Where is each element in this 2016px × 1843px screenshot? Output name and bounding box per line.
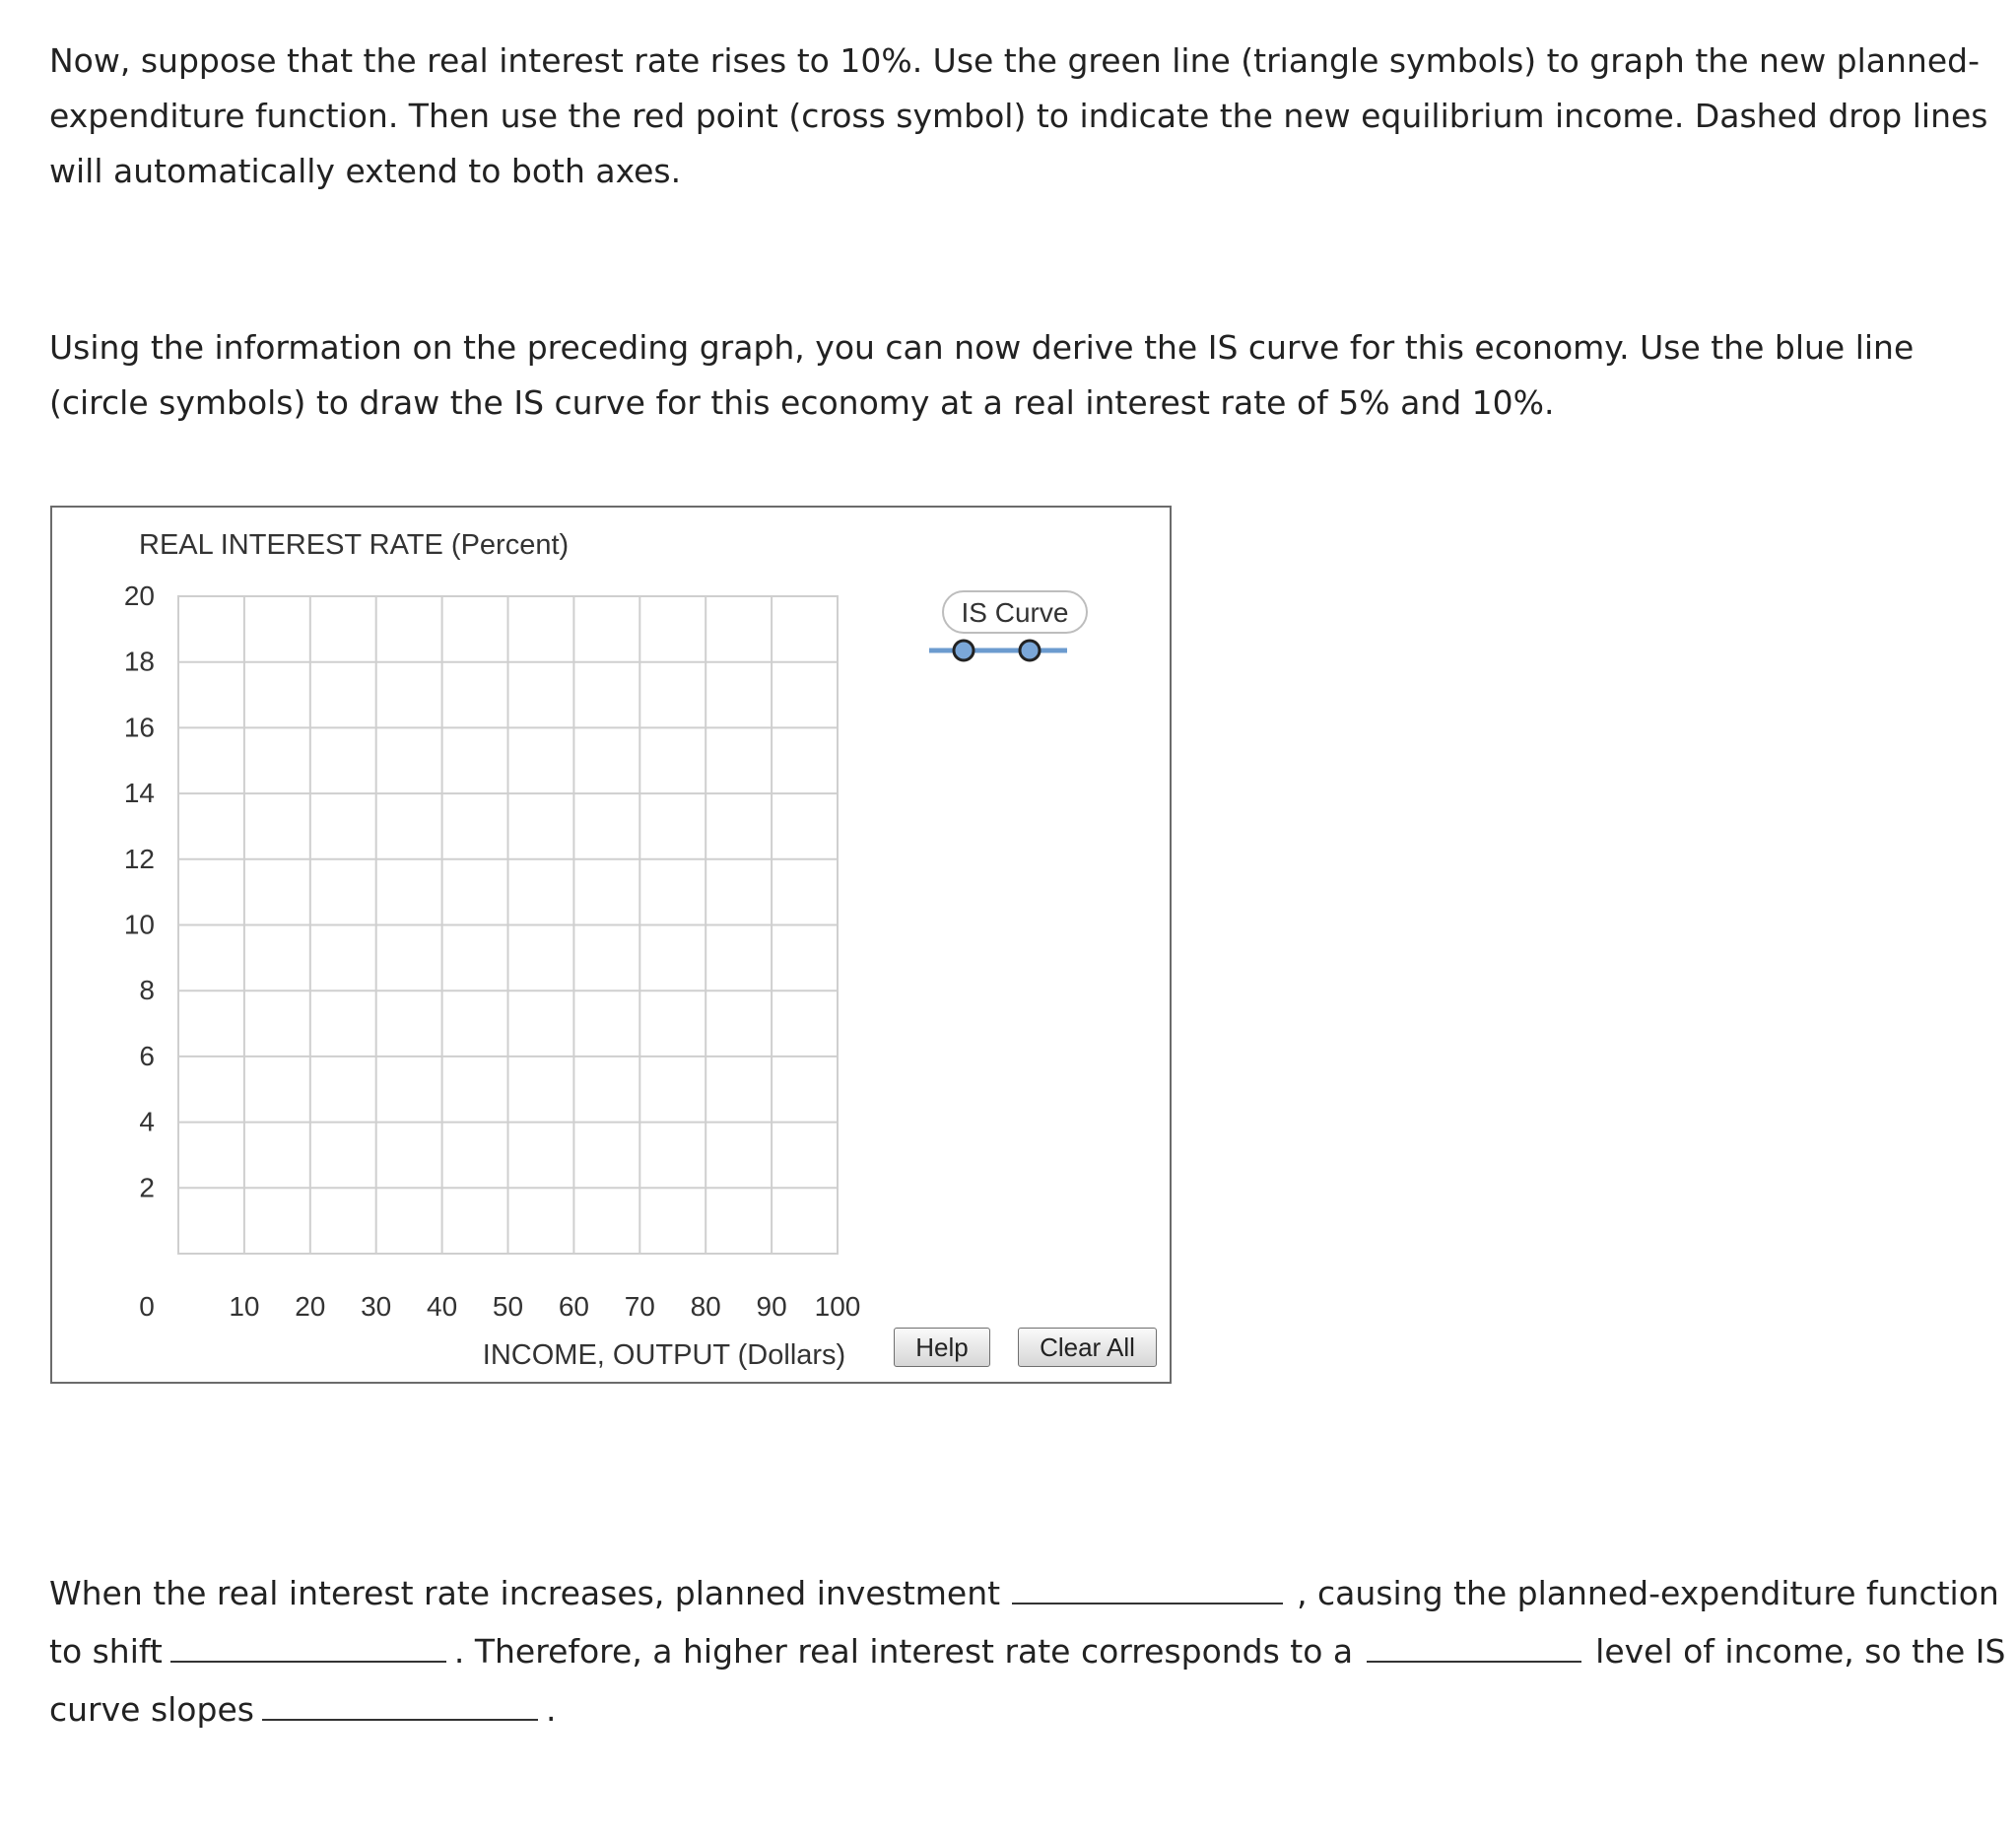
is-curve-point-icon: [954, 641, 974, 660]
y-tick-label: 14: [123, 778, 155, 809]
x-tick-label: 100: [814, 1291, 861, 1322]
y-axis-title: REAL INTEREST RATE (Percent): [139, 529, 570, 561]
question-paragraph: [49, 1563, 2010, 1738]
clear-all-button[interactable]: Clear All: [1018, 1328, 1157, 1367]
is-curve-graph[interactable]: [52, 508, 1170, 1382]
shift-dropdown[interactable]: [170, 1621, 446, 1663]
question-text-1: When the real interest rate increases, planned investment: [49, 1574, 1001, 1612]
x-tick-label: 90: [756, 1291, 787, 1322]
x-tick-label: 70: [624, 1291, 655, 1322]
x-tick-label: 80: [690, 1291, 721, 1322]
y-tick-label: 2: [139, 1172, 155, 1203]
x-tick-label: 30: [361, 1291, 392, 1322]
x-tick-label: 40: [427, 1291, 458, 1322]
y-tick-label: 16: [123, 712, 155, 743]
legend-label: IS Curve: [961, 597, 1069, 628]
x-tick-label: 50: [492, 1291, 524, 1322]
question-text-3: . Therefore, a higher real interest rate corresponds to a: [453, 1632, 1354, 1671]
income-level-dropdown[interactable]: [1367, 1621, 1581, 1663]
y-tick-label: 6: [139, 1040, 155, 1071]
x-tick-label: 0: [139, 1291, 155, 1322]
y-tick-label: 8: [139, 975, 155, 1006]
y-tick-label: 12: [123, 843, 155, 874]
x-tick-label: 20: [295, 1291, 326, 1322]
y-tick-label: 20: [123, 580, 155, 611]
instruction-paragraph-1: Now, suppose that the real interest rate rises to 10%. Use the green line (triangle symbols) to graph the new planned-expenditure function. Then use the red point (cross symbol) to indicate the new equilibrium income. Dashed drop lines will automatically extend to both axes.: [49, 41, 1988, 190]
slope-dropdown[interactable]: [262, 1679, 538, 1721]
help-button[interactable]: Help: [894, 1328, 990, 1367]
x-tick-label: 60: [558, 1291, 589, 1322]
x-tick-label: 10: [229, 1291, 260, 1322]
investment-dropdown[interactable]: [1012, 1563, 1283, 1604]
graph-panel: [50, 506, 1172, 1384]
y-tick-label: 18: [123, 646, 155, 677]
is-curve-point-icon: [1020, 641, 1040, 660]
y-tick-label: 10: [123, 909, 155, 940]
question-text-5: .: [545, 1690, 557, 1729]
y-tick-label: 4: [139, 1106, 155, 1137]
x-axis-title: INCOME, OUTPUT (Dollars): [482, 1339, 846, 1371]
question-text-2: , causing the planned-expenditure function to shift: [49, 1574, 1999, 1671]
instruction-paragraph-2: Using the information on the preceding graph, you can now derive the IS curve for this economy. Use the blue line (circle symbols) to draw the IS curve for this economy at a real interest rate of 5% and 10%.: [49, 328, 1915, 422]
question-text-4: level of income, so the IS curve slopes: [49, 1632, 2006, 1729]
